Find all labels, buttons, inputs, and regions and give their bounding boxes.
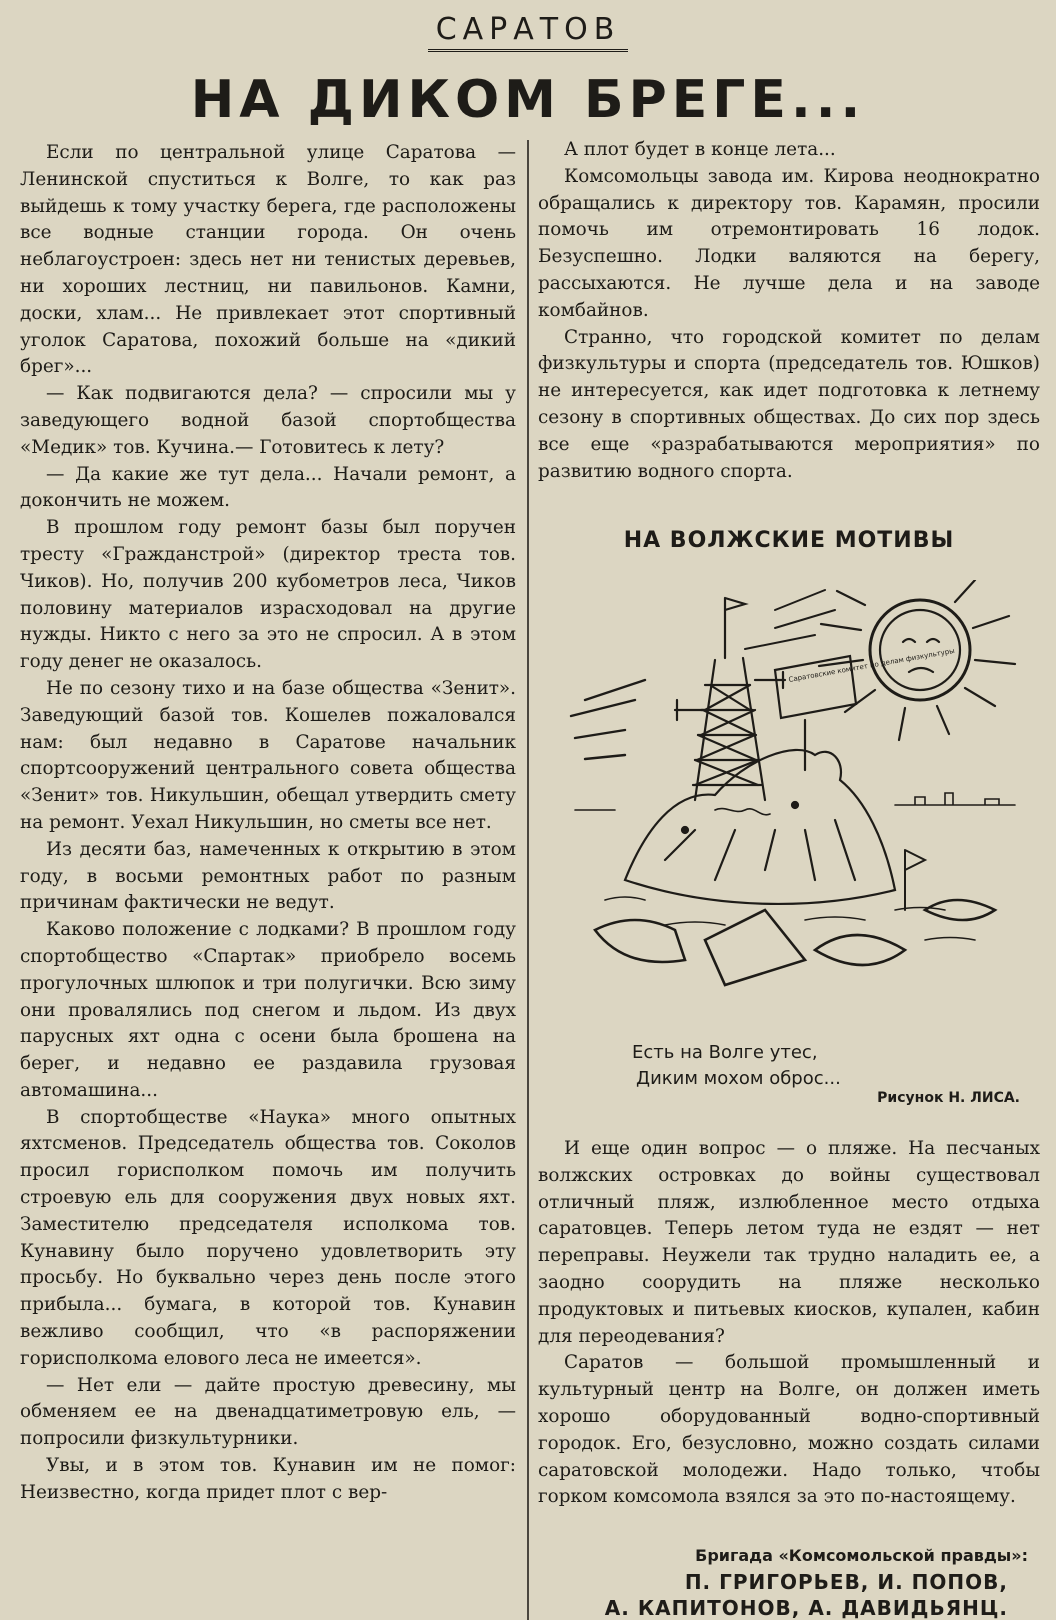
left-column: [20, 140, 516, 1507]
paragraph: Комсомольцы завода им. Кирова неоднократно обращались к директору тов. Карамян, просили помочь им отремонтировать 16 лодок. Безуспешно. Лодки валяются на берегу, рассыхаются. Не лучше дела и на заводе комбайнов.: [538, 165, 1040, 321]
rubric-text: САРАТОВ: [428, 12, 629, 52]
caption-line: Есть на Волге утес,: [632, 1042, 818, 1063]
sign-text: Саратовские комитет по делам физкультуры: [787, 646, 956, 684]
paragraph: Странно, что городской комитет по делам физкультуры и спорта (председатель тов. Юшков) не интересуется, как идет подготовка к летнему сезону в спортивных обществах. До сих пор здесь все еще «разрабатываются мероприятия» по развитию водного спорта.: [538, 326, 1040, 482]
cartoon-illustration: [565, 580, 1025, 1020]
paragraph: А плот будет в конце лета...: [564, 139, 836, 160]
wrecked-boats-drawing: [595, 850, 995, 985]
signature-names: П. ГРИГОРЬЕВ, И. ПОПОВ,: [684, 1570, 1008, 1594]
paragraph: В прошлом году ремонт базы был поручен тресту «Гражданстрой» (директор треста тов. Чиков). Но, получив 200 кубометров леса, Чиков половину материалов израсходовал на другие нужды. Никто с него за это не спросил. А в этом году денег не оказалось.: [20, 517, 516, 673]
diving-tower-drawing: [675, 598, 785, 800]
paragraph: Увы, и в этом тов. Кунавин им не помог: Неизвестно, когда придет плот с вер-: [20, 1455, 516, 1503]
paragraph: В спортобществе «Наука» много опытных яхтсменов. Председатель общества тов. Соколов просил горисполком помочь им получить строевую ель для сооружения двух новых яхт. Заместителю председателя исполкома тов. Кунавину было поручено удовлетворить эту просьбу. Но буквально через день после этого прибыла... бумага, в которой тов. Кунавин вежливо сообщил, что «в распоряжении горисполкома елового леса не имеется».: [20, 1106, 516, 1369]
signature-brigade: Бригада «Комсомольской правды»:: [695, 1546, 1028, 1565]
paragraph: — Нет ели — дайте простую древесину, мы обменяем ее на двенадцатиметровую ель, — попросили физкультурники.: [20, 1374, 516, 1450]
right-column-top: [538, 137, 1040, 485]
paragraph: Каково положение с лодками? В прошлом году спортобщество «Спартак» приобрело восемь прогулочных шлюпок и три полугички. Всю зиму они провалялись под снегом и льдом. Из двух парусных яхт одна с осени была брошена на берег, и недавно ее раздавила грузовая автомашина...: [20, 919, 516, 1101]
illustration-credit: Рисунок Н. ЛИСА.: [877, 1090, 1020, 1106]
cartoon-title: НА ВОЛЖСКИЕ МОТИВЫ: [623, 528, 955, 553]
caption-line: Диким мохом оброс...: [636, 1068, 841, 1089]
paragraph: — Да какие же тут дела... Начали ремонт, а докончить не можем.: [20, 463, 516, 512]
paragraph: И еще один вопрос — о пляже. На песчаных волжских островках до войны существовал отличный пляж, излюбленное место отдыха саратовцев. Теперь летом туда не ездят — нет переправы. Неужели так трудно наладить ее, а заодно соорудить на пляже несколько продуктовых и питьевых киосков, купален, кабин для переодевания?: [538, 1138, 1040, 1347]
cartoon-caption: [632, 1040, 1032, 1092]
column-divider: [527, 140, 529, 1620]
right-column-bottom: [538, 1136, 1040, 1511]
paragraph: — Как подвигаются дела? — спросили мы у заведующего водной базой спортобщества «Медик» тов. Кучина.— Готовитесь к лету?: [20, 383, 516, 458]
paragraph: Из десяти баз, намеченных к открытию в этом году, в восьми ремонтных работ по разным причинам фактически не ведут.: [20, 838, 516, 914]
article-headline: НА ДИКОМ БРЕГЕ...: [190, 70, 866, 130]
paragraph: Саратов — большой промышленный и культурный центр на Волге, он должен иметь хорошо оборудованный водно-спортивный городок. Его, безусловно, можно создать силами саратовской молодежи. Надо только, чтобы горком комсомола взялся за это по-настоящему.: [538, 1352, 1040, 1508]
signature-names: А. КАПИТОНОВ, А. ДАВИДЬЯНЦ.: [604, 1596, 1008, 1620]
paragraph: Если по центральной улице Саратова — Ленинской спуститься к Волге, то как раз выйдешь к тому участку берега, где расположены все водные станции города. Он очень неблагоустроен: здесь нет ни тенистых деревьев, ни хороших лестниц, ни павильонов. Камни, доски, хлам... Не привлекает этот спортивный уголок Саратова, похожий больше на «дикий брег»...: [20, 142, 516, 378]
sign-text-group: [788, 647, 955, 684]
paragraph: Не по сезону тихо и на базе общества «Зенит». Заведующий базой тов. Кошелев пожаловался нам: был недавно в Саратове начальник спортсооружений центрального совета общества «Зенит» тов. Никульшин, обещал утвердить смету на ремонт. Уехал Никульшин, но сметы все нет.: [20, 677, 516, 833]
section-rubric: [0, 12, 1056, 52]
